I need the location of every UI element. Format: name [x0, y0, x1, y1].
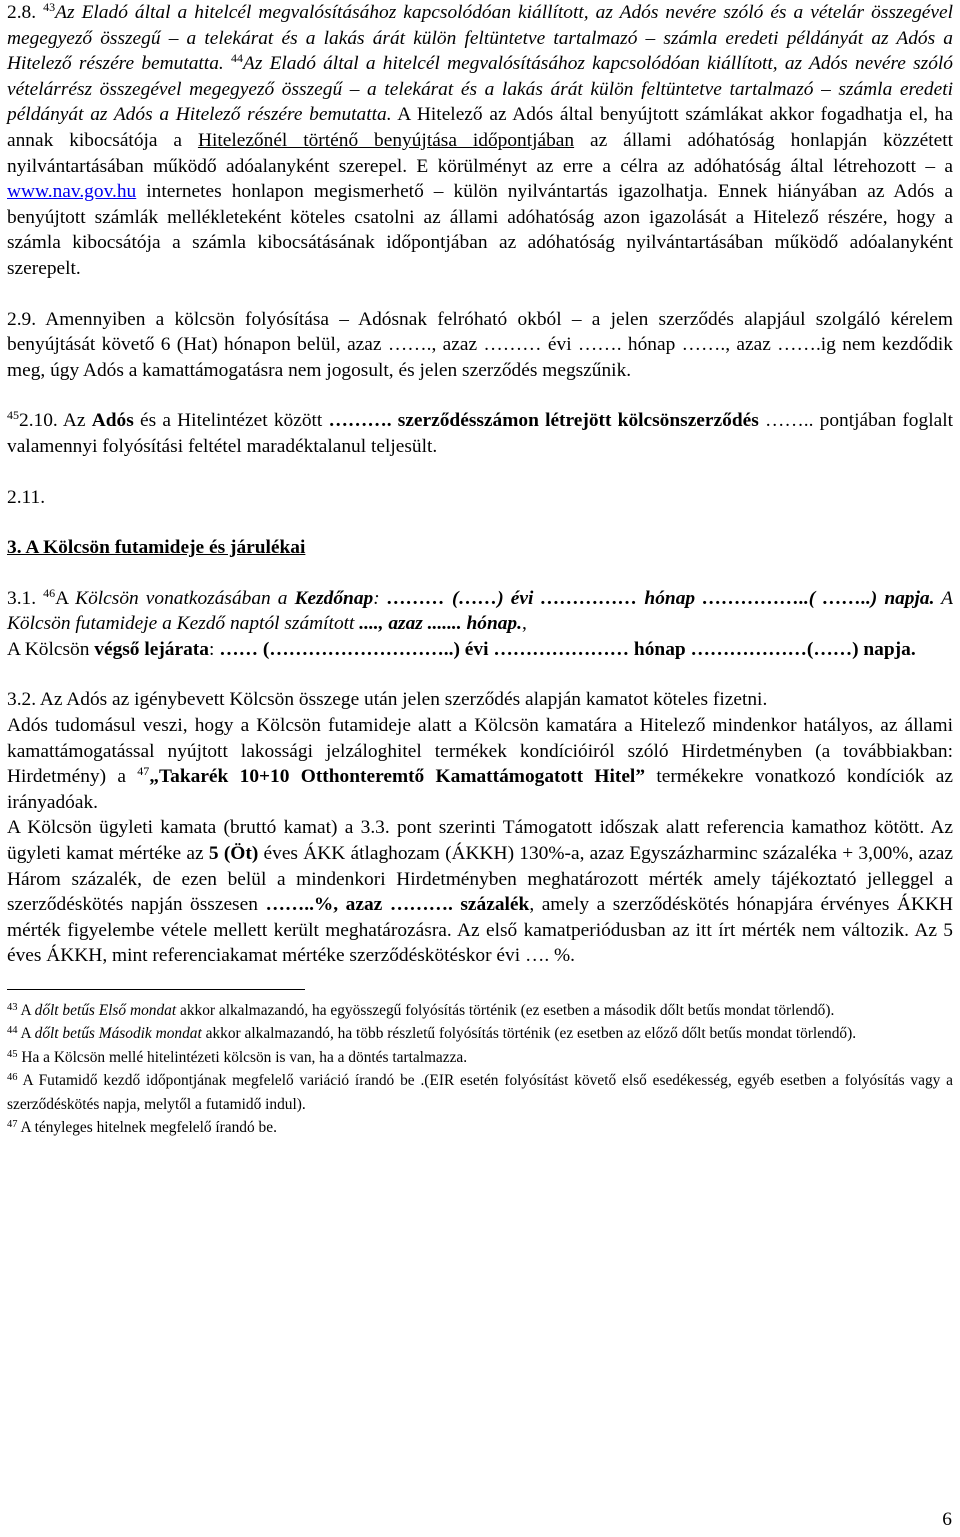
bold-text: 5 (Öt) — [208, 843, 259, 865]
footnote-mark: 45 — [7, 1048, 18, 1060]
footnote-45 — [7, 1046, 953, 1069]
section-2-8 — [7, 0, 953, 282]
footnote-text: akkor alkalmazandó, ha több részletű folyósítás történik (ez esetben az előző dőlt betűs mondat törlendő). — [201, 1025, 857, 1043]
section-3-2-conditions — [7, 713, 953, 815]
italic-text: Kölcsön vonatkozásában a — [75, 587, 295, 609]
bold-text: végső lejárata — [94, 638, 209, 660]
footnote-text: A — [17, 1002, 35, 1019]
placeholder-dots: ……… (……) évi …………… hónap ……………..( ……..) napja. — [386, 587, 935, 609]
footnote-47 — [7, 1116, 953, 1139]
section-2-9: 2.9. Amennyiben a kölcsön folyósítása – Adósnak felróható okból – a jelen szerződés alapjául szolgáló kérelem benyújtását követő 6 (Hat) hónapon belül, azaz ……., azaz ……… évi ……. hónap ……., azaz …….ig nem kezdődik meg, úgy Adós a kamattámogatásra nem jogosult, és jelen szerződés megszűnik. — [7, 308, 953, 381]
footnote-ref-46[interactable]: 46 — [43, 585, 56, 600]
body-text: termékekre vonatkozó kondíciók az irányadóak. — [7, 766, 953, 813]
footnote-mark: 44 — [7, 1025, 18, 1037]
section-number: 3.1. — [7, 587, 44, 609]
footnote-mark: 46 — [7, 1072, 18, 1084]
section-3-1-maturity — [7, 637, 953, 663]
body-text: Adós tudomásul veszi, hogy a Kölcsön futamideje alatt a Kölcsön kamatára a Hitelező mindenkor hatályos, az állami kamattámogatással nyújtott lakossági jelzáloghitel termékek kondícióiról szóló Hirdetményben (a továbbiakban: Hirdetmény) a — [7, 715, 953, 788]
bold-italic-text: ...., azaz ....... hónap. — [359, 613, 522, 635]
footnote-46 — [7, 1069, 953, 1116]
nav-link[interactable]: www.nav.gov.hu — [7, 181, 137, 203]
section-2-10 — [7, 408, 953, 459]
section-heading-3: 3. A Kölcsön futamideje és járulékai — [7, 537, 306, 559]
body-text: és a Hitelintézet között — [133, 410, 329, 432]
italic-text: A Kölcsön futamideje a Kezdő naptól számított — [7, 587, 953, 635]
footnote-44 — [7, 1022, 953, 1045]
section-3-2-intro: 3.2. Az Adós az igénybevett Kölcsön összege után jelen szerződés alapján kamatot köteles fizetni. — [7, 689, 768, 711]
body-text: , — [521, 613, 527, 635]
bold-italic-text: Kezdőnap — [294, 587, 374, 609]
footnote-text: Ha a Kölcsön mellé hitelintézeti kölcsön is van, ha a döntés tartalmazza. — [17, 1048, 468, 1066]
placeholder-dots: …… (………………………..) évi ………………… hónap ………………(……) napja. — [219, 638, 916, 660]
body-text: az állami adóhatóság honlapján közzétett nyilvántartásában működő adóalanyként szerepel. E körülményt az erre a célra az adóhatóság által létrehozott – a — [7, 129, 953, 177]
body-text: Az — [57, 410, 92, 432]
footnote-ref-47[interactable]: 47 — [137, 764, 150, 779]
section-2-11: 2.11. — [7, 486, 46, 508]
body-text: …….. pontjában foglalt valamennyi folyósítási feltétel maradéktalanul teljesült. — [7, 410, 953, 457]
footnote-ref-45[interactable]: 45 — [7, 408, 19, 423]
footnote-text: A tényleges hitelnek megfelelő írandó be. — [17, 1119, 277, 1137]
section-number: 2.10. — [19, 410, 58, 432]
footnote-italic: dőlt betűs Második mondat — [34, 1025, 202, 1043]
section-number: 2.8. — [7, 2, 37, 23]
body-text: , amely a szerződéskötés hónapjára érvényes ÁKKH mérték figyelembe vétele mellett került meghatározásra. Az első kamatperiódusban az itt írt mérték nem változik. Az 5 éves ÁKKH, mint referenciakamat mértéke szerződéskötéskor évi …. %. — [7, 894, 954, 967]
page-number: 6 — [942, 1509, 952, 1530]
product-name: „Takarék 10+10 Otthonteremtő Kamattámogatott Hitel” — [149, 766, 646, 788]
bold-text: ………. szerződésszámon létrejött kölcsönszerződés — [328, 410, 759, 432]
body-text: : — [208, 638, 220, 660]
alt-sentence-1: Az Eladó által a hitelcél megvalósításához kapcsolódóan kiállított, az Adós nevére szóló és a vételár összegével megegyező összegű – a telekárat és a lakás árát külön feltüntetve tartalmazó – számla eredeti példányát az Adós a Hitelező részére bemutatta. — [7, 2, 953, 75]
body-text: A Kölcsön — [7, 638, 95, 660]
body-text: A Hitelező az Adós által benyújtott számlákat akkor fogadhatja el, ha annak kibocsátója a — [7, 104, 953, 151]
footnote-italic: dőlt betűs Első mondat — [34, 1002, 177, 1019]
body-text: A Kölcsön ügyleti kamata (bruttó kamat) a 3.3. pont szerinti Támogatott időszak alatt referencia kamathoz kötött. Az ügyleti kamat mértéke az — [7, 817, 953, 865]
footnote-ref-43[interactable]: 43 — [43, 0, 56, 14]
footnote-mark: 43 — [7, 1002, 18, 1013]
footnote-separator — [7, 989, 305, 990]
section-3-2-interest — [7, 815, 953, 969]
bold-text: Adós — [91, 410, 134, 432]
footnote-text: A — [17, 1025, 35, 1043]
footnote-43 — [7, 999, 953, 1022]
footnote-text: A Futamidő kezdő időpontjának megfelelő variáció írandó be .(EIR esetén folyósítást követő első esedékesség, egyéb esetben a folyósítás vagy a szerződéskötés napja, melytől a futamidő indul). — [7, 1072, 953, 1113]
footnote-text: akkor alkalmazandó, ha egyösszegű folyósítás történik (ez esetben a második dőlt betűs mondat törlendő). — [176, 1002, 835, 1019]
footnote-mark: 47 — [7, 1119, 18, 1131]
body-text: A — [55, 587, 76, 609]
body-text: internetes honlapon megismerhető – külön nyilvántartás igazolhatja. Ennek hiányában az Adós a benyújtott számlák mellékleteként köteles csatolni az állami adóhatóság azon igazolását a Hitelező részére, hogy a számla kibocsátója a számla kibocsátásának időpontjában az adóhatóság nyilvántartásában működő adóalanyként szerepelt. — [7, 181, 953, 279]
section-3-1 — [7, 586, 953, 637]
body-text: éves ÁKK átlaghozam (ÁKKH) 130%-a, azaz Egyszázharminc százaléka + 3,00%, azaz Három százalék, de ezen belül a mindenkori Hirdetményben meghatározott mérték amely tájékoztató jelleggel a szerződéskötés napján összesen — [7, 843, 954, 916]
bold-text: ……..%, azaz ………. százalék — [265, 894, 530, 916]
footnote-ref-44[interactable]: 44 — [230, 51, 243, 66]
underlined-text: Hitelezőnél történő benyújtása időpontjában — [197, 129, 575, 151]
alt-sentence-2: Az Eladó által a hitelcél megvalósításához kapcsolódóan kiállított, az Adós nevére szóló vételárrész összegével megegyező összegű – a telekárat és a lakás árát külön feltüntetve tartalmazó – számla eredeti példányát az Adós a Hitelező részére bemutatta. — [7, 53, 954, 126]
italic-text: : — [373, 587, 387, 609]
